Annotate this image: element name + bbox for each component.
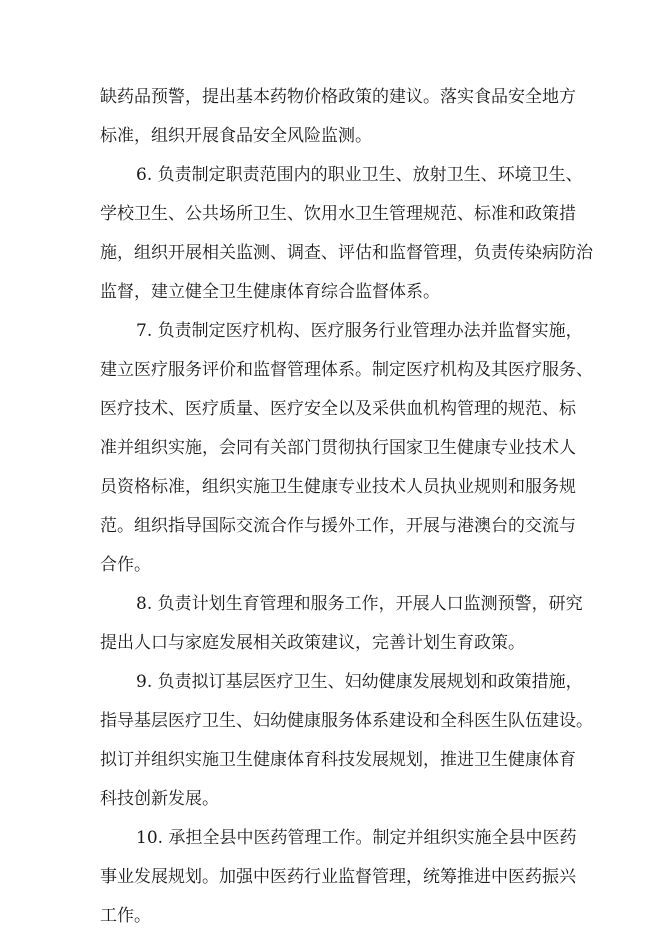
- text-line: 事业发展规划。加强中医药行业监督管理，统筹推进中医药振兴: [100, 867, 576, 887]
- paragraph-7-start: 7. 负责制定医疗机构、医疗服务行业管理办法并监督实施，: [136, 321, 583, 341]
- paragraph-10-start: 10. 承担全县中医药管理工作。制定并组织实施全县中医药: [136, 828, 577, 848]
- text-line: 范。组织指导国际交流合作与援外工作，开展与港澳台的交流与: [100, 516, 576, 536]
- text-line: 指导基层医疗卫生、妇幼健康服务体系建设和全科医生队伍建设。: [100, 711, 593, 731]
- text-line: 标准，组织开展食品安全风险监测。: [100, 126, 372, 146]
- paragraph-8-start: 8. 负责计划生育管理和服务工作，开展人口监测预警，研究: [136, 594, 583, 614]
- text-line: 准并组织实施，会同有关部门贯彻执行国家卫生健康专业技术人: [100, 438, 576, 458]
- text-line: 员资格标准，组织实施卫生健康专业技术人员执业规则和服务规: [100, 477, 576, 497]
- text-line: 拟订并组织实施卫生健康体育科技发展规划，推进卫生健康体育: [100, 750, 576, 770]
- text-line: 科技创新发展。: [100, 789, 219, 809]
- text-line: 施，组织开展相关监测、调查、评估和监督管理，负责传染病防治: [100, 243, 593, 263]
- text-line: 提出人口与家庭发展相关政策建议，完善计划生育政策。: [100, 633, 525, 653]
- text-line: 缺药品预警，提出基本药物价格政策的建议。落实食品安全地方: [100, 87, 576, 107]
- text-line: 学校卫生、公共场所卫生、饮用水卫生管理规范、标准和政策措: [100, 204, 576, 224]
- text-line: 建立医疗服务评价和监督管理体系。制定医疗机构及其医疗服务、: [100, 360, 593, 380]
- paragraph-9-start: 9. 负责拟订基层医疗卫生、妇幼健康发展规划和政策措施，: [136, 672, 583, 692]
- text-line: 合作。: [100, 555, 151, 575]
- text-line: 监督，建立健全卫生健康体育综合监督体系。: [100, 282, 440, 302]
- text-line: 医疗技术、医疗质量、医疗安全以及采供血机构管理的规范、标: [100, 399, 576, 419]
- text-line: 工作。: [100, 906, 151, 926]
- paragraph-6-start: 6. 负责制定职责范围内的职业卫生、放射卫生、环境卫生、: [136, 165, 583, 185]
